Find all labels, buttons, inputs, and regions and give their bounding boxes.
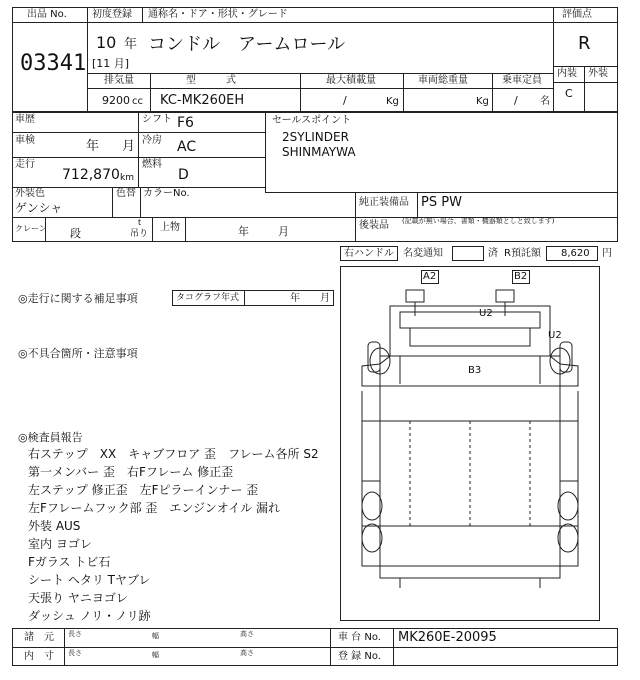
- inspector-line: 左ステップ 修正歪 左Fピラーインナー 歪: [28, 483, 259, 497]
- aftermarket-label: 後装品: [359, 220, 389, 231]
- kg-unit-1: Kg: [386, 96, 399, 107]
- vehicle-name: コンドル アームロール: [148, 34, 346, 55]
- inspector-report-label: ◎検査員報告: [18, 431, 83, 444]
- mileage-label: 走行: [15, 159, 35, 170]
- cc-unit: cc: [132, 96, 143, 107]
- tachograph-label: タコグラフ年式: [176, 293, 240, 303]
- displacement: 9200: [102, 94, 130, 107]
- inspector-line: 天張り ヤニヨゴレ: [28, 591, 128, 605]
- lot-number: 03341: [20, 51, 87, 76]
- inspector-line: 左Fフレームフック部 歪 エンジンオイル 漏れ: [28, 501, 281, 515]
- inspector-line: Fガラス トビ石: [28, 555, 111, 569]
- capacity-unit: 名: [540, 96, 550, 107]
- chassis-label: 車 台 No.: [338, 632, 381, 643]
- color-code-label: カラーNo.: [143, 188, 190, 199]
- crane-hang: 吊り: [130, 229, 149, 239]
- exterior-grade-label: 外装: [588, 68, 608, 79]
- tachograph-month: 月: [320, 293, 330, 304]
- inspector-line: 室内 ヨゴレ: [28, 537, 92, 551]
- ac-label: 冷房: [142, 135, 162, 146]
- first-reg-label: 初度登録: [92, 9, 132, 20]
- inspection-month: 月: [122, 139, 136, 154]
- inspection-label: 車検: [15, 135, 35, 146]
- inspection-year: 年: [86, 139, 100, 154]
- history-label: 車歴: [15, 114, 35, 125]
- capacity: /: [514, 94, 518, 107]
- chassis-number: MK260E-20095: [398, 630, 497, 645]
- upper-label: 上物: [160, 222, 180, 233]
- right-hand: 右ハンドル: [344, 248, 394, 259]
- upper-year: 年: [238, 225, 249, 238]
- max-load: /: [343, 94, 347, 107]
- inspector-line: 第一メンバー 歪 右Fフレーム 修正歪: [28, 465, 234, 479]
- ac-value: AC: [177, 139, 197, 155]
- color-change-label: 色替: [116, 188, 136, 199]
- truck-diagram: [340, 266, 600, 621]
- crane-t: t: [138, 218, 142, 227]
- crane-steps: 段: [70, 227, 81, 240]
- capacity-label: 乗車定員: [502, 75, 542, 86]
- inspector-line: 右ステップ XX キャブフロア 歪 フレーム各所 S2: [28, 447, 319, 461]
- length-label: 長さ: [68, 630, 82, 638]
- width-label: 幅: [152, 651, 159, 659]
- equipment-value: PS PW: [421, 195, 462, 210]
- name-change-box: [452, 246, 484, 261]
- interior-grade-label: 内装: [557, 68, 577, 79]
- recycle-deposit-amount: 8,620: [561, 248, 590, 259]
- reg-year-unit: 年: [124, 37, 138, 52]
- interior-grade: C: [565, 87, 573, 100]
- name-change-label: 名変通知: [403, 248, 443, 259]
- max-load-label: 最大積載量: [326, 75, 376, 86]
- damage-mark-b3: B3: [468, 365, 482, 376]
- sales-points-label: セールスポイント: [272, 115, 352, 126]
- width-label: 幅: [152, 632, 159, 640]
- inspector-line: 外装 AUS: [28, 519, 81, 533]
- length-label: 長さ: [68, 649, 82, 657]
- kg-unit-2: Kg: [476, 96, 489, 107]
- damage-mark-b2: B2: [514, 271, 528, 282]
- interior-dims-label: 内 寸: [24, 651, 54, 662]
- damage-mark-u2-cab: U2: [479, 308, 493, 319]
- inspector-line: シート ヘタリ Tヤブレ: [28, 573, 151, 587]
- defects-label: ◎不具合箇所・注意事項: [18, 347, 138, 360]
- displacement-label: 排気量: [104, 75, 134, 86]
- height-label: 高さ: [240, 649, 254, 657]
- lot-label: 出品 No.: [27, 9, 67, 20]
- color-label: 外装色: [15, 188, 45, 199]
- sales-point-1: 2SYLINDER: [282, 130, 349, 144]
- height-label: 高さ: [240, 630, 254, 638]
- model-label: 型 式: [186, 75, 236, 86]
- reg-year: 10: [96, 33, 117, 52]
- sales-point-2: SHINMAYWA: [282, 145, 356, 159]
- rating-label: 評価点: [562, 9, 592, 20]
- inspector-line: ダッシュ ノリ・ノリ跡: [28, 609, 151, 623]
- driving-remarks-label: ◎走行に関する補足事項: [18, 292, 138, 305]
- fuel-label: 燃料: [142, 159, 162, 170]
- damage-mark-a2: A2: [423, 271, 437, 282]
- vehicle-name-label: 通称名・ドア・形状・グレード: [148, 9, 288, 20]
- damage-mark-u2-side: U2: [548, 330, 562, 341]
- registration-label: 登 録 No.: [338, 651, 381, 662]
- model-code: KC-MK260EH: [160, 93, 245, 108]
- aftermarket-note: (記載が無い場合、書類・機器類としと致します): [402, 217, 555, 225]
- completed-mark: 済: [488, 248, 498, 259]
- fuel-value: D: [178, 167, 189, 183]
- recycle-deposit-label: R預託額: [504, 248, 541, 259]
- gross-weight-label: 車両総重量: [418, 75, 468, 86]
- color-value: ゲンシャ: [15, 201, 63, 215]
- upper-month: 月: [278, 225, 289, 238]
- mileage-unit: km: [120, 173, 134, 183]
- mileage-value: 712,870: [62, 167, 120, 183]
- crane-label: クレーン: [15, 224, 47, 233]
- tachograph-year: 年: [290, 293, 300, 304]
- shift-label: シフト: [142, 114, 172, 125]
- specs-label: 諸 元: [24, 632, 54, 643]
- rating-value: R: [578, 33, 591, 54]
- equipment-label: 純正装備品: [359, 197, 409, 208]
- shift-value: F6: [177, 115, 194, 131]
- reg-month: [11 月]: [92, 57, 130, 70]
- yen-unit: 円: [602, 248, 612, 259]
